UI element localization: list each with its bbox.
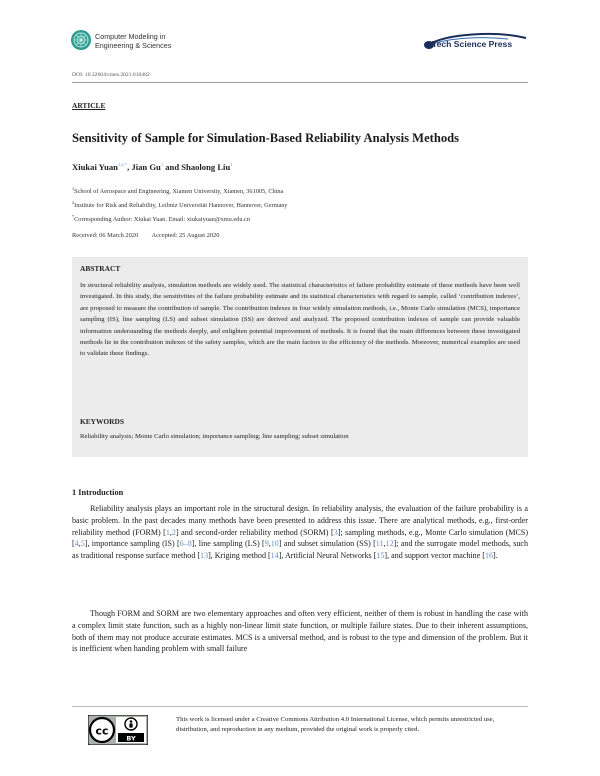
paragraph-text: Reliability analysis plays an important role in the structural design. In reliability analysis, the evaluation of the failure probability is a basic problem. In the past decades many methods have been presented to address this issue. There are analytical methods, e.g., first-order reliability method (FORM) [ (72, 504, 528, 537)
author-name: Jian Gu (131, 162, 161, 172)
abstract-heading: ABSTRACT (80, 264, 121, 273)
article-type-label: ARTICLE (72, 101, 106, 110)
author-list: Xiukai Yuan$^{1,2,*}$, Jian Gu$^1$ and Shaolong Liu$^1$ (72, 162, 233, 172)
doi[interactable]: DOI: 10.32604/cmes.2021.010482 (72, 72, 150, 78)
svg-text:cc: cc (95, 724, 109, 738)
abstract-text: In structural reliability analysis, simulation methods are widely used. The statistical characteristics of failure probability estimate of these methods have been well investigated. In this study, the sensitivities of the failure probability estimate and its statistical characteristics with regard to sample, called ‘contribution indexes’, are proposed to measure the contribution of sample. The contribution indexes in four widely simulation methods, i.e., Monte Carlo simulation (MCS), importance sampling (IS), line sampling (LS) and subset simulation (SS) are derived and analyzed. The proposed contribution indexes of sample can provide valuable information understanding the methods deeply, and enlighten potential improvement of methods. It is found that the main differences between these investigated methods lie in the contribution indexes of the safety samples, which are the main factors to the efficiency of the methods. Moreover, numerical examples are used to validate these findings. (80, 282, 520, 358)
corresponding-author: *Corresponding Author: Xiukai Yuan. Email: xiukaiyuan@xmu.edu.cn (72, 214, 250, 224)
journal-name-line2: Engineering & Sciences (95, 41, 172, 50)
citation-link[interactable]: 5 (80, 539, 85, 549)
svg-text:BY: BY (126, 734, 136, 743)
author-name: Shaolong Liu (181, 162, 231, 172)
publisher-name: Tech Science Press (432, 39, 513, 49)
citation-link[interactable]: 10 (270, 539, 279, 549)
paragraph-text: ], and support vector machine [ (384, 551, 485, 560)
accepted-date: Accepted: 25 August 2020 (151, 232, 220, 239)
citation-link[interactable]: 13 (200, 551, 209, 560)
paragraph-text: ] and second-order reliability method (SORM) [ (175, 527, 334, 537)
cc-by-icon (88, 715, 148, 745)
citation-link[interactable]: 6–8 (179, 539, 192, 549)
intro-paragraph-1 (72, 503, 528, 562)
paragraph-text: , (78, 539, 81, 549)
citation-link[interactable]: 15 (376, 551, 385, 560)
author-affiliation-mark: 1 (160, 162, 164, 168)
citation-link[interactable]: 11 (375, 539, 384, 549)
received-date: Received: 06 March 2020 (72, 232, 139, 239)
author-name: Xiukai Yuan (72, 162, 118, 172)
license-text: This work is licensed under a Creative Commons Attribution 4.0 International License, which permits unrestricted use, distribution, and reproduction in any medium, provided the original work is properly cited. (176, 716, 495, 734)
keywords-heading: KEYWORDS (80, 417, 124, 426)
paragraph-text: ], Artificial Neural Networks [ (278, 551, 377, 560)
paragraph-text: ]; and the surrogate model methods, such as traditional response surface method [ (72, 539, 528, 560)
citation-link[interactable]: 16 (484, 551, 494, 560)
citation-link[interactable]: 9 (264, 539, 269, 549)
affiliation: $^1$School of Aerospace and Engineering, Xiamen University, Xiamen, 361005, China (72, 186, 284, 196)
journal-name (95, 32, 171, 50)
citation-link[interactable]: 2 (171, 527, 176, 537)
journal-logo-icon (70, 29, 92, 51)
author-affiliation-mark: 1,2,* (117, 162, 128, 168)
citation-link[interactable]: 1 (165, 527, 170, 537)
article-dates (72, 232, 231, 239)
header-divider (72, 82, 528, 83)
citation-link[interactable]: 3 (333, 527, 338, 537)
intro-paragraph-2: Though FORM and SORM are two elementary approaches and often very efficient, neither of them is robust in handling the case with a complex limit state function, such as a highly non-linear limit state function, or multiple failure states. Due to their inherent assumptions, both of them may not produce accurate estimates. MCS is a universal method, and is robust to the type and dimension of the problem. But it is inefficient when handing problem with small failure (72, 609, 528, 654)
paper-title: Sensitivity of Sample for Simulation-Based Reliability Analysis Methods (72, 131, 460, 145)
paragraph-text: ] and subset simulation (SS) [ (278, 539, 376, 549)
paragraph-text: ], line sampling (LS) [ (191, 539, 265, 549)
citation-link[interactable]: 4 (74, 539, 79, 549)
section-heading: 1 Introduction (72, 488, 124, 497)
keywords-text: Reliability analysis; Monte Carlo simulation; importance sampling; line sampling; subset simulation (80, 433, 349, 440)
footer-divider (72, 706, 528, 707)
affiliation: $^2$Institute for Risk and Reliability, Leibniz Universität Hannover, Hannover, Germany (72, 200, 288, 210)
paragraph-text: ], Kriging method [ (208, 551, 271, 560)
cc-by-badge[interactable] (88, 715, 148, 745)
paragraph-text: ]. (493, 551, 498, 560)
citation-link[interactable]: 14 (270, 551, 279, 560)
paragraph-text: , (268, 539, 271, 549)
paragraph-text: ], importance sampling (IS) [ (84, 539, 180, 549)
paragraph-text: , (383, 539, 386, 549)
author-affiliation-mark: 1 (230, 162, 233, 168)
journal-name-line1: Computer Modeling in (95, 32, 166, 41)
paragraph-text: , (169, 527, 172, 537)
paragraph-text: ]; sampling methods, e.g., Monte Carlo simulation (MCS) [ (72, 527, 528, 549)
citation-link[interactable]: 12 (385, 539, 394, 549)
